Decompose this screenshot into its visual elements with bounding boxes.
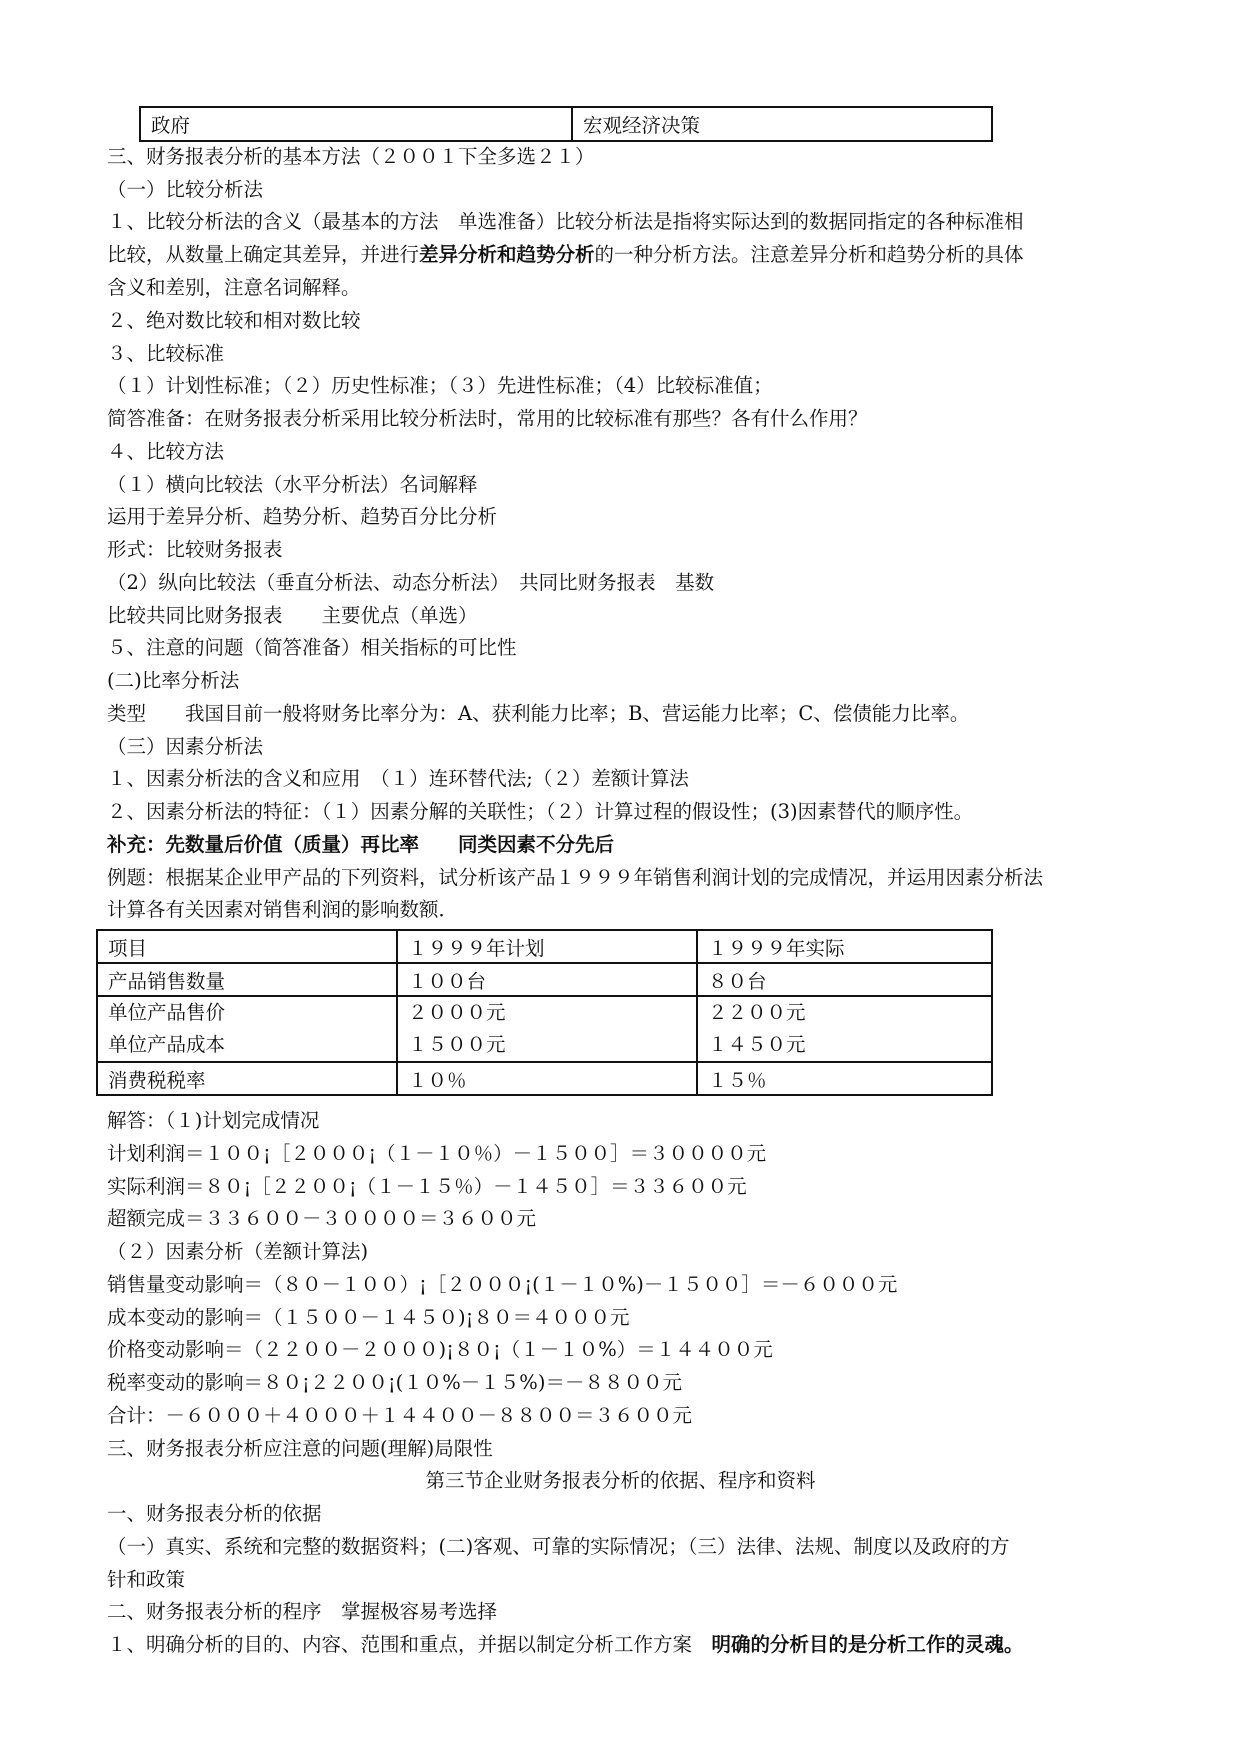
text-line: （２）因素分析（差额计算法) xyxy=(107,1240,369,1263)
text-line: （三）因素分析法 xyxy=(107,735,264,758)
text-line: 运用于差异分析、趋势分析、趋势百分比分析 xyxy=(107,505,498,528)
text-line: （一）比较分析法 xyxy=(107,178,264,201)
text-line: 超额完成＝３３６００－３００００＝３６００元 xyxy=(107,1207,537,1230)
text-line: 解答：（１)计划完成情况 xyxy=(107,1109,320,1132)
text-line: １、比较分析法的含义（最基本的方法 单选准备）比较分析法是指将实际达到的数据同指定的各种标准相 xyxy=(107,210,1024,233)
table-cell xyxy=(397,996,697,1062)
text-line: 实际利润＝８０¡［２２００¡（１－１５％）－１４５０］＝３３６００元 xyxy=(107,1175,747,1198)
text-line: ２、绝对数比较和相对数比较 xyxy=(107,309,361,332)
text-line: （一）真实、系统和完整的数据资料；(二)客观、可靠的实际情况；（三）法律、法规、制度以及政府的方 xyxy=(107,1535,1010,1558)
table-row xyxy=(97,963,992,996)
table-cell xyxy=(97,996,397,1062)
table-row xyxy=(97,996,992,1062)
text-line: ３、比较标准 xyxy=(107,342,225,365)
text-line: 合计：－６０００＋４０００＋１４４００－８８００＝３６００元 xyxy=(107,1404,693,1427)
text-line: （2）纵向比较法（垂直分析法、动态分析法） 共同比财务报表 基数 xyxy=(107,571,715,594)
text-line: 计划利润＝１００¡［２０００¡（１－１０％）－１５００］＝３００００元 xyxy=(107,1142,767,1165)
text-line: 三、财务报表分析的基本方法（２００１下全多选２１） xyxy=(107,145,595,168)
text-line: 销售量变动影响＝（８０－１００）¡［２０００¡(１－１０%)－１５００］＝－６０００元 xyxy=(107,1273,898,1296)
text-line: 价格变动影响＝（２２００－２０００)¡８０¡（１－１０%）＝１４４００元 xyxy=(107,1338,773,1361)
text-line: ２、因素分析法的特征：（１）因素分解的关联性；（２）计算过程的假设性；(3)因素替代的顺序性。 xyxy=(107,800,974,823)
text-line: 形式：比较财务报表 xyxy=(107,538,283,561)
emphasis-text: 差异分析和趋势分析 xyxy=(419,243,595,266)
cell-line: 单位产品售价 xyxy=(108,1001,226,1024)
section-heading: 第三节企业财务报表分析的依据、程序和资料 xyxy=(425,1469,816,1492)
text-line xyxy=(107,241,1024,269)
text-line: 类型 我国目前一般将财务比率分为：A、获利能力比率；B、营运能力比率；C、偿债能力比率。 xyxy=(107,702,970,725)
text-line: （１）计划性标准；（２）历史性标准；（３）先进性标准；（4）比较标准值； xyxy=(107,374,773,397)
table-row xyxy=(97,1062,992,1095)
text-span: 比较，从数量上确定其差异，并进行 xyxy=(107,243,420,266)
table-row xyxy=(140,107,992,141)
table-cell: 消费税税率 xyxy=(97,1062,397,1095)
cell-line: １５００元 xyxy=(408,1033,506,1056)
table-cell: 产品销售数量 xyxy=(97,963,397,996)
text-line: 税率变动的影响＝８０¡２２００¡(１０%－１５%)＝－８８００元 xyxy=(107,1371,682,1394)
supplement-note: 补充：先数量后价值（质量）再比率 同类因素不分先后 xyxy=(107,833,615,856)
cell-line: ２２００元 xyxy=(708,1001,806,1024)
text-line: ５、注意的问题（简答准备）相关指标的可比性 xyxy=(107,636,517,659)
text-line: 成本变动的影响＝（１５００－１４５０)¡８０＝４０００元 xyxy=(107,1306,630,1329)
table-cell: １５％ xyxy=(697,1062,992,1095)
text-line: 含义和差别，注意名词解释。 xyxy=(107,276,361,299)
table-header-cell: 项目 xyxy=(97,930,397,963)
text-span: 的一种分析方法。注意差异分析和趋势分析的具体 xyxy=(594,243,1024,266)
table-header-row xyxy=(97,930,992,963)
cell-line: ２０００元 xyxy=(408,1001,506,1024)
text-line: 比较共同比财务报表 主要优点（单选） xyxy=(107,604,478,627)
text-line xyxy=(107,1631,1024,1659)
text-line: 二、财务报表分析的程序 掌握极容易考选择 xyxy=(107,1600,498,1623)
text-line: １、因素分析法的含义和应用 （１）连环替代法;（２）差额计算法 xyxy=(107,767,689,790)
table-cell: 宏观经济决策 xyxy=(572,107,992,141)
emphasis-text: 明确的分析目的是分析工作的灵魂。 xyxy=(711,1633,1024,1656)
table-cell: １００台 xyxy=(397,963,697,996)
text-line: 针和政策 xyxy=(107,1568,186,1591)
cell-line: 单位产品成本 xyxy=(108,1033,226,1056)
text-line: （１）横向比较法（水平分析法）名词解释 xyxy=(107,473,478,496)
example-data-table xyxy=(96,929,993,1096)
text-line: ４、比较方法 xyxy=(107,440,225,463)
text-line: 一、财务报表分析的依据 xyxy=(107,1502,322,1525)
table-cell xyxy=(697,996,992,1062)
text-line: 例题：根据某企业甲产品的下列资料，试分析该产品１９９９年销售利润计划的完成情况，并运用因素分析法 xyxy=(107,866,1044,889)
table-header-cell: １９９９年计划 xyxy=(397,930,697,963)
text-span: １、明确分析的目的、内容、范围和重点，并据以制定分析工作方案 xyxy=(107,1633,712,1656)
top-table xyxy=(139,106,993,142)
text-line: (二)比率分析法 xyxy=(107,669,240,692)
text-line: 计算各有关因素对销售利润的影响数额． xyxy=(107,898,459,921)
table-header-cell: １９９９年实际 xyxy=(697,930,992,963)
text-line: 三、财务报表分析应注意的问题(理解)局限性 xyxy=(107,1437,493,1460)
table-cell: 政府 xyxy=(140,107,572,141)
table-cell: １０％ xyxy=(397,1062,697,1095)
cell-line: １４５０元 xyxy=(708,1033,806,1056)
table-cell: ８０台 xyxy=(697,963,992,996)
text-line: 简答准备：在财务报表分析采用比较分析法时，常用的比较标准有那些？各有什么作用？ xyxy=(107,407,868,430)
